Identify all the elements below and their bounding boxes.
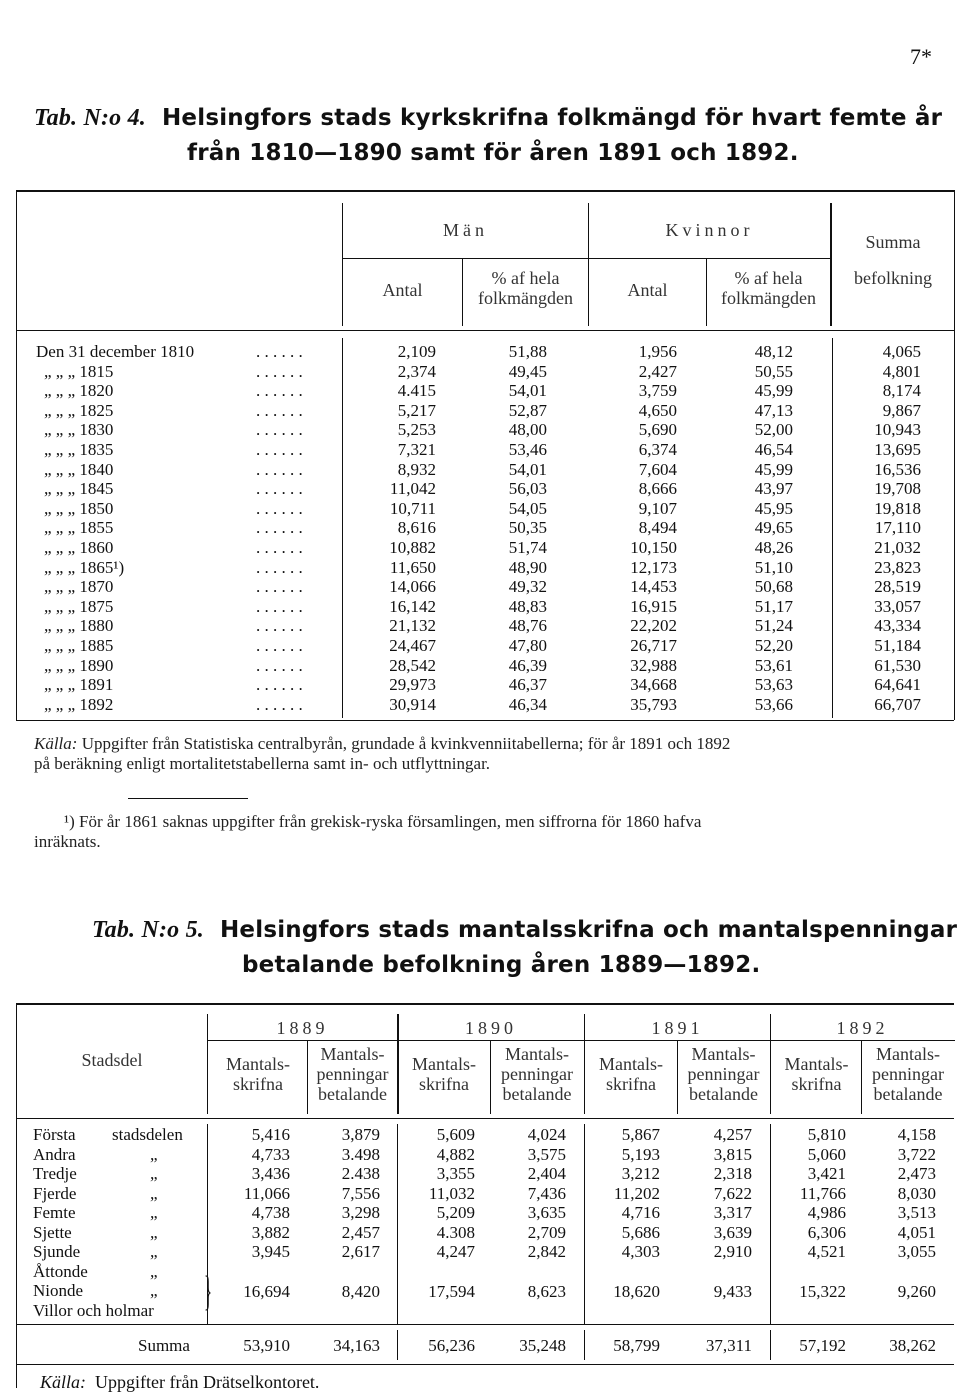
header-mantalspenningar: Mantals- penningar betalande <box>501 1044 573 1104</box>
row-kv-antal: 7,604 <box>638 459 677 479</box>
tab4-source <box>34 734 956 754</box>
tab5-cell: 3.498 <box>341 1144 380 1164</box>
row-man-pct: 51,74 <box>508 538 547 557</box>
row-summa: 61,530 <box>874 655 921 675</box>
stadsdel-suffix: „ <box>150 1281 158 1300</box>
header-man: Män <box>443 220 488 240</box>
row-man-antal: 8,616 <box>397 518 436 538</box>
stadsdel-label: Tredje <box>33 1164 77 1183</box>
tab5-cell: 3,421 <box>807 1164 846 1183</box>
tab5-source-text: Uppgifter från Drätselkontoret. <box>95 1372 320 1392</box>
tab4-title-line1: Helsingfors stads kyrkskrifna folkmängd för hvart femte år <box>161 105 943 131</box>
row-summa: 4,065 <box>882 342 921 361</box>
header-mantalsskrifna: Mantals- skrifna <box>599 1054 663 1094</box>
row-man-antal: 28,542 <box>389 655 436 675</box>
summa-cell: 35,248 <box>519 1336 566 1355</box>
row-kv-pct: 51,10 <box>754 557 793 577</box>
row-man-antal: 14,066 <box>389 577 436 597</box>
row-leader: . . . . . . <box>256 400 303 420</box>
tab5-cell: 3,575 <box>527 1144 566 1164</box>
header-mantalspenningar: Mantals- penningar betalande <box>316 1044 389 1104</box>
header-antal-kv: Antal <box>627 280 668 300</box>
row-label: „ „ „ 1830 <box>44 420 114 440</box>
row-leader: . . . . . . <box>256 694 303 714</box>
stadsdel-label: Åttonde <box>33 1261 88 1281</box>
stadsdel-label: Sjette <box>33 1222 72 1242</box>
row-kv-antal: 32,988 <box>630 655 677 675</box>
row-kv-pct: 49,65 <box>754 518 793 538</box>
stadsdel-label: Villor och holmar <box>33 1300 154 1320</box>
tab5-cell: 4,303 <box>621 1242 660 1261</box>
tab5-source-label: Källa: <box>40 1372 87 1392</box>
row-leader: . . . . . . <box>256 538 303 557</box>
row-label: Den 31 december 1810 <box>36 342 195 361</box>
row-label: „ „ „ 1885 <box>44 636 114 655</box>
tab5-title-line1: Helsingfors stads mantalsskrifna och mantalspenningar <box>219 917 958 943</box>
header-pct-kv: % af hela folkmängden <box>721 268 816 308</box>
row-kv-antal: 2,427 <box>638 361 677 381</box>
row-kv-antal: 12,173 <box>630 557 677 577</box>
row-man-antal: 24,467 <box>389 636 436 655</box>
row-kv-antal: 26,717 <box>630 636 677 655</box>
tab5-cell: 11,066 <box>243 1183 290 1203</box>
row-kv-pct: 50,68 <box>754 577 793 597</box>
row-leader: . . . . . . <box>256 636 303 655</box>
row-leader: . . . . . . <box>256 675 303 695</box>
row-label: „ „ „ 1890 <box>44 655 114 675</box>
row-kv-antal: 8,666 <box>638 479 677 499</box>
row-man-pct: 47,80 <box>508 636 547 655</box>
row-kv-antal: 10,150 <box>630 538 677 557</box>
row-man-antal: 21,132 <box>389 616 436 636</box>
tab5-cell: 5,209 <box>436 1203 475 1222</box>
row-kv-antal: 6,374 <box>638 440 677 459</box>
row-kv-antal: 14,453 <box>630 577 677 597</box>
header-mantalspenningar: Mantals- penningar betalande <box>872 1044 944 1104</box>
row-summa: 21,032 <box>874 538 921 557</box>
summa-cell: 53,910 <box>243 1336 290 1355</box>
row-man-pct: 51,88 <box>508 342 547 361</box>
stadsdel-suffix: „ <box>150 1203 158 1222</box>
row-man-pct: 56,03 <box>508 479 547 499</box>
row-man-pct: 48,90 <box>508 557 547 577</box>
row-summa: 13,695 <box>874 440 921 459</box>
row-leader: . . . . . . <box>256 498 303 518</box>
row-kv-pct: 48,12 <box>754 342 793 361</box>
stadsdel-label: Femte <box>33 1203 76 1222</box>
row-man-antal: 16,142 <box>389 596 436 616</box>
row-label: „ „ „ 1870 <box>44 577 114 597</box>
row-leader: . . . . . . <box>256 361 303 381</box>
tab5-cell: 2,404 <box>527 1164 566 1183</box>
stadsdel-label: Nionde <box>33 1281 84 1300</box>
tab5-cell: 11,766 <box>799 1183 846 1203</box>
tab5-label: Tab. N:o 5. <box>92 917 204 943</box>
row-label: „ „ „ 1850 <box>44 498 114 518</box>
summa-label: Summa <box>138 1336 190 1355</box>
tab5-cell: 3,298 <box>341 1203 380 1222</box>
row-label: „ „ „ 1880 <box>44 616 114 636</box>
row-kv-pct: 45,95 <box>754 498 793 518</box>
tab5-cell: 4,521 <box>807 1242 846 1261</box>
tab5-cell: 2,617 <box>341 1242 380 1261</box>
row-kv-antal: 5,690 <box>638 420 677 440</box>
tab5-cell: 2,318 <box>713 1164 752 1183</box>
tab4-label: Tab. N:o 4. <box>34 105 146 131</box>
row-man-pct: 48,00 <box>508 420 547 440</box>
row-man-antal: 29,973 <box>389 675 436 695</box>
row-summa: 43,334 <box>874 616 921 636</box>
row-leader: . . . . . . <box>256 616 303 636</box>
tab5-cell: 9,433 <box>713 1282 752 1301</box>
row-man-antal: 7,321 <box>397 440 436 459</box>
row-man-pct: 48,76 <box>508 616 547 636</box>
row-summa: 16,536 <box>874 459 921 479</box>
summa-cell: 38,262 <box>889 1336 936 1355</box>
tab5-cell: 5,193 <box>621 1144 660 1164</box>
row-label: „ „ „ 1892 <box>44 694 114 714</box>
tab5-cell: 7,622 <box>713 1183 752 1203</box>
tab5-cell: 4,986 <box>807 1203 846 1222</box>
stadsdel-label: Fjerde <box>33 1183 77 1203</box>
row-label: „ „ „ 1845 <box>44 479 114 499</box>
row-label: „ „ „ 1860 <box>44 538 114 557</box>
row-summa: 17,110 <box>874 518 921 538</box>
row-summa: 66,707 <box>874 694 921 714</box>
row-label: „ „ „ 1855 <box>44 518 114 538</box>
row-man-antal: 5,253 <box>397 420 436 440</box>
stadsdel-suffix: „ <box>150 1144 158 1164</box>
stadsdel-suffix: „ <box>150 1222 158 1242</box>
row-label: „ „ „ 1820 <box>44 381 114 401</box>
row-kv-antal: 8,494 <box>638 518 677 538</box>
row-man-pct: 49,32 <box>508 577 547 597</box>
header-stadsdel: Stadsdel <box>81 1050 143 1070</box>
row-kv-antal: 34,668 <box>630 675 677 695</box>
row-man-pct: 48,83 <box>508 596 547 616</box>
row-kv-pct: 52,20 <box>754 636 793 655</box>
tab5-cell: 4,882 <box>436 1144 475 1164</box>
page-number: 7* <box>910 44 932 69</box>
tab5-cell: 2,910 <box>713 1242 752 1261</box>
row-man-pct: 46,37 <box>508 675 547 695</box>
row-label: „ „ „ 1891 <box>44 675 114 695</box>
row-man-antal: 11,042 <box>389 479 436 499</box>
row-man-pct: 46,34 <box>508 694 547 714</box>
tab5-source <box>40 1373 319 1393</box>
row-man-antal: 10,882 <box>389 538 436 557</box>
row-kv-antal: 22,202 <box>630 616 677 636</box>
header-mantalsskrifna: Mantals- skrifna <box>226 1054 290 1094</box>
summa-cell: 56,236 <box>428 1336 475 1355</box>
tab5-title <box>92 912 957 983</box>
row-summa: 9,867 <box>882 400 921 420</box>
tab5-cell: 17,594 <box>428 1282 475 1301</box>
header-summa: Summa <box>865 232 921 252</box>
year-header: 1891 <box>651 1018 704 1038</box>
row-kv-antal: 35,793 <box>630 694 677 714</box>
row-kv-antal: 9,107 <box>638 498 677 518</box>
row-kv-pct: 45,99 <box>754 381 793 401</box>
row-leader: . . . . . . <box>256 342 303 361</box>
tab5-cell: 3,212 <box>621 1164 660 1183</box>
tab5-cell: 3,355 <box>436 1164 475 1183</box>
tab5-cell: 2.438 <box>341 1164 380 1183</box>
stadsdel-suffix: „ <box>150 1183 158 1203</box>
stadsdel-suffix: „ <box>150 1242 158 1261</box>
row-man-antal: 11,650 <box>389 557 436 577</box>
tab5-cell: 4,051 <box>897 1222 936 1242</box>
row-leader: . . . . . . <box>256 420 303 440</box>
footnote-line1: ¹) För år 1861 saknas uppgifter från grekisk-ryska församlingen, men siffrorna för 1860 hafva <box>64 812 702 831</box>
row-man-antal: 5,217 <box>397 400 436 420</box>
tab5-cell: 3,639 <box>713 1222 752 1242</box>
row-summa: 23,823 <box>874 557 921 577</box>
tab5-cell: 8,623 <box>527 1282 566 1301</box>
row-label: „ „ „ 1865¹) <box>44 557 125 577</box>
row-kv-pct: 51,17 <box>754 596 793 616</box>
row-summa: 19,708 <box>874 479 921 499</box>
stadsdel-label: Sjunde <box>33 1242 81 1261</box>
row-man-pct: 54,01 <box>508 459 547 479</box>
row-summa: 10,943 <box>874 420 921 440</box>
tab5-cell: 8,420 <box>341 1282 380 1301</box>
stadsdel-label: Första <box>33 1125 76 1144</box>
row-kv-pct: 50,55 <box>754 361 793 381</box>
year-header: 1890 <box>465 1018 517 1038</box>
tab5-cell: 9,260 <box>897 1282 936 1301</box>
header-antal-man: Antal <box>382 280 423 300</box>
row-leader: . . . . . . <box>256 459 303 479</box>
row-leader: . . . . . . <box>256 479 303 499</box>
row-summa: 8,174 <box>882 381 921 401</box>
row-man-antal: 2,374 <box>397 361 436 381</box>
row-kv-pct: 46,54 <box>754 440 793 459</box>
tab5-cell: 3,436 <box>251 1164 290 1183</box>
row-label: „ „ „ 1840 <box>44 459 114 479</box>
tab5-cell: 2,709 <box>527 1222 566 1242</box>
row-summa: 4,801 <box>882 361 921 381</box>
row-kv-pct: 45,99 <box>754 459 793 479</box>
row-kv-antal: 16,915 <box>630 596 677 616</box>
stadsdel-suffix: „ <box>150 1261 158 1281</box>
row-kv-pct: 53,63 <box>754 675 793 695</box>
row-label: „ „ „ 1875 <box>44 596 114 616</box>
row-kv-pct: 53,66 <box>754 694 793 714</box>
tab5-cell: 6,306 <box>807 1222 846 1242</box>
summa-cell: 57,192 <box>799 1336 846 1355</box>
summa-cell: 58,799 <box>613 1336 660 1355</box>
tab5-cell: 3,513 <box>897 1203 936 1222</box>
row-kv-pct: 51,24 <box>754 616 793 636</box>
header-mantalsskrifna: Mantals- skrifna <box>412 1054 476 1094</box>
stadsdel-label: Andra <box>33 1144 76 1164</box>
header-mantalsskrifna: Mantals- skrifna <box>784 1054 849 1094</box>
row-summa: 28,519 <box>874 577 921 597</box>
tab5-cell: 3,635 <box>527 1203 566 1222</box>
tab4-title <box>34 100 942 171</box>
tab5-cell: 2,473 <box>897 1164 936 1183</box>
tab5-cell: 3,815 <box>713 1144 752 1164</box>
row-man-antal: 10,711 <box>389 498 436 518</box>
row-leader: . . . . . . <box>256 440 303 459</box>
row-summa: 19,818 <box>874 498 921 518</box>
tab5-cell: 5,810 <box>807 1125 846 1144</box>
row-leader: . . . . . . <box>256 577 303 597</box>
row-kv-pct: 53,61 <box>754 655 793 675</box>
row-label: „ „ „ 1825 <box>44 400 114 420</box>
tab5-cell: 5,686 <box>621 1222 660 1242</box>
stadsdel-suffix: stadsdelen <box>112 1125 183 1144</box>
tab5-cell: 2,457 <box>341 1222 380 1242</box>
row-man-antal: 8,932 <box>397 459 436 479</box>
tab5-cell: 5,416 <box>251 1125 290 1144</box>
header-pct-man: % af hela folkmängden <box>478 268 573 308</box>
source-label: Källa: <box>34 734 78 753</box>
header-kvinnor: Kvinnor <box>665 220 754 240</box>
tab5-cell: 11,202 <box>613 1183 660 1203</box>
row-summa: 33,057 <box>874 596 921 616</box>
summa-cell: 37,311 <box>705 1336 752 1355</box>
row-man-pct: 54,05 <box>508 498 547 518</box>
row-kv-antal: 3,759 <box>638 381 677 401</box>
tab5-cell: 15,322 <box>799 1282 846 1301</box>
source-text2: på beräkning enligt mortalitetstabellerna samt in- och utflyttningar. <box>34 754 491 773</box>
row-leader: . . . . . . <box>256 557 303 577</box>
source-text1: Uppgifter från Statistiska centralbyrån, grundade å kvinkvenniitabellerna; för år 1891 och 1892 <box>81 734 731 753</box>
row-kv-antal: 4,650 <box>638 400 677 420</box>
summa-cell: 34,163 <box>333 1336 380 1355</box>
row-leader: . . . . . . <box>256 518 303 538</box>
row-man-pct: 50,35 <box>508 518 547 538</box>
row-kv-pct: 43,97 <box>754 479 793 499</box>
row-label: „ „ „ 1835 <box>44 440 114 459</box>
tab5-cell: 5,060 <box>807 1144 846 1164</box>
row-man-pct: 53,46 <box>508 440 547 459</box>
tab5-cell: 7,436 <box>527 1183 566 1203</box>
row-leader: . . . . . . <box>256 596 303 616</box>
tab5-cell: 4,158 <box>897 1125 936 1144</box>
tab4-title-line2: från 1810—1890 samt för åren 1891 och 1892. <box>187 140 799 166</box>
tab5-title-line2: betalande befolkning åren 1889—1892. <box>242 952 761 978</box>
row-man-antal: 2,109 <box>397 342 436 361</box>
tab5-cell: 4.308 <box>436 1222 475 1242</box>
row-kv-antal: 1,956 <box>638 342 677 361</box>
tab5-cell: 3,879 <box>341 1125 380 1144</box>
row-man-pct: 52,87 <box>508 400 547 420</box>
tab5-cell: 3,722 <box>897 1144 936 1164</box>
header-mantalspenningar: Mantals- penningar betalande <box>687 1044 760 1104</box>
stadsdel-suffix: „ <box>150 1164 158 1183</box>
tab5-cell: 4,716 <box>621 1203 660 1222</box>
tab5-cell: 7,556 <box>341 1183 380 1203</box>
footnote-line2: inräknats. <box>34 832 101 851</box>
tab5-cell: 5,609 <box>436 1125 475 1144</box>
row-summa: 51,184 <box>874 636 921 655</box>
tab5-cell: 4,024 <box>527 1125 566 1144</box>
row-kv-pct: 47,13 <box>754 400 793 420</box>
row-man-antal: 4.415 <box>397 381 436 401</box>
row-man-pct: 54,01 <box>508 381 547 401</box>
row-leader: . . . . . . <box>256 381 303 401</box>
tab5-cell: 4,257 <box>713 1125 752 1144</box>
tab5-cell: 3,317 <box>713 1203 752 1222</box>
tab5-cell: 8,030 <box>897 1183 936 1203</box>
tab5-cell: 4,738 <box>251 1203 290 1222</box>
group-brace: } <box>204 1269 213 1315</box>
tab5-cell: 3,055 <box>897 1242 936 1261</box>
tab5-cell: 4,733 <box>251 1144 290 1164</box>
row-label: „ „ „ 1815 <box>44 361 114 381</box>
row-man-antal: 30,914 <box>389 694 436 714</box>
tab5-cell: 3,882 <box>251 1222 290 1242</box>
year-header: 1889 <box>276 1018 329 1038</box>
row-kv-pct: 48,26 <box>754 538 793 557</box>
row-man-pct: 46,39 <box>508 655 547 675</box>
tab5-cell: 18,620 <box>613 1282 660 1301</box>
row-leader: . . . . . . <box>256 655 303 675</box>
year-header: 1892 <box>836 1018 889 1038</box>
tab5-cell: 2,842 <box>527 1242 566 1261</box>
header-befolkning: befolkning <box>854 268 932 288</box>
tab5-cell: 16,694 <box>243 1282 290 1301</box>
tab5-cell: 3,945 <box>251 1242 290 1261</box>
row-man-pct: 49,45 <box>508 361 547 381</box>
row-summa: 64,641 <box>874 675 921 695</box>
tab5-cell: 4,247 <box>436 1242 475 1261</box>
tab5-cell: 11,032 <box>428 1183 475 1203</box>
tab5-cell: 5,867 <box>621 1125 660 1144</box>
row-kv-pct: 52,00 <box>754 420 793 440</box>
